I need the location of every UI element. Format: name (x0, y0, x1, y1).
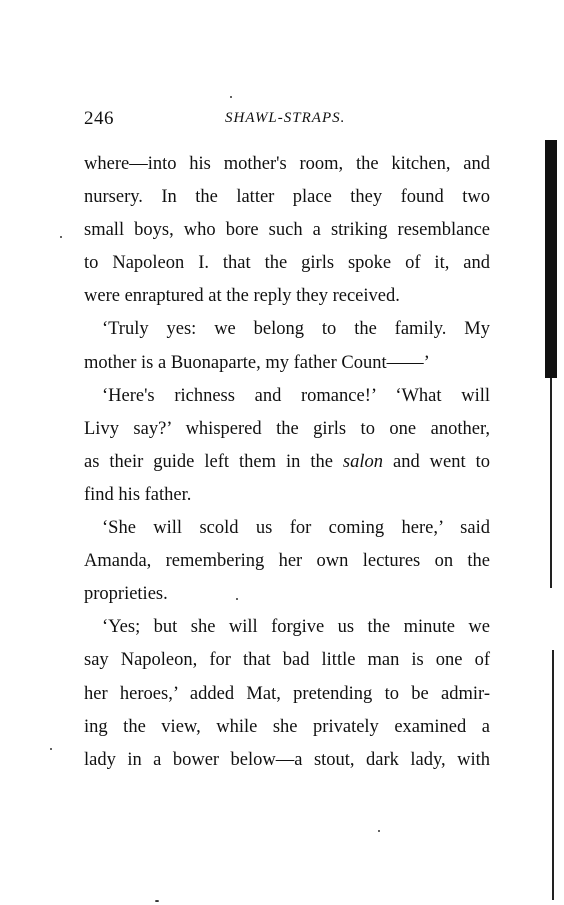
text-line: to Napoleon I. that the girls spoke of it, and (84, 253, 490, 274)
text-line: ‘Truly yes: we belong to the family. My (102, 319, 490, 340)
binding-edge-rule (550, 378, 552, 588)
text-line: where—into his mother's room, the kitchen, and (84, 154, 490, 174)
paper-speck (378, 830, 380, 832)
text-line: were enraptured at the reply they received. (84, 286, 400, 307)
text-run: as their guide left them in the (84, 451, 343, 472)
text-line: ‘Yes; but she will forgive us the minute we (102, 617, 490, 638)
running-head (84, 106, 494, 132)
binding-edge-rule (552, 650, 554, 900)
paper-speck (236, 598, 238, 600)
italic-word: salon (342, 451, 383, 472)
text-line (84, 446, 490, 479)
text-line: say Napoleon, for that bad little man is one of (84, 650, 490, 671)
text-line: Livy say?’ whispered the girls to one another, (84, 418, 490, 439)
paper-speck (60, 236, 62, 238)
running-title: SHAWL-STRAPS. (225, 110, 346, 126)
text-run: and went to (383, 451, 491, 472)
text-line: Amanda, remembering her own lectures on the (84, 551, 490, 572)
text-line: lady in a bower below—a stout, dark lady, with (84, 749, 490, 770)
text-line: ‘She will scold us for coming here,’ said (102, 518, 490, 539)
text-line: proprieties. (84, 584, 168, 605)
page-number: 246 (84, 108, 114, 129)
text-line: find his father. (84, 484, 192, 505)
paper-speck (230, 96, 232, 98)
text-line: small boys, who bore such a striking resemblance (84, 220, 490, 241)
paper-speck (155, 900, 159, 902)
text-line: mother is a Buonaparte, my father Count——’ (84, 352, 430, 373)
binding-shadow-bar (545, 140, 557, 378)
paper-speck (50, 748, 52, 750)
text-line: her heroes,’ added Mat, pretending to be admir- (84, 683, 490, 704)
text-line: ‘Here's richness and romance!’ ‘What will (102, 385, 490, 406)
body-text (84, 148, 490, 777)
text-line: ing the view, while she privately examined a (84, 716, 490, 737)
text-line: nursery. In the latter place they found two (84, 187, 490, 208)
